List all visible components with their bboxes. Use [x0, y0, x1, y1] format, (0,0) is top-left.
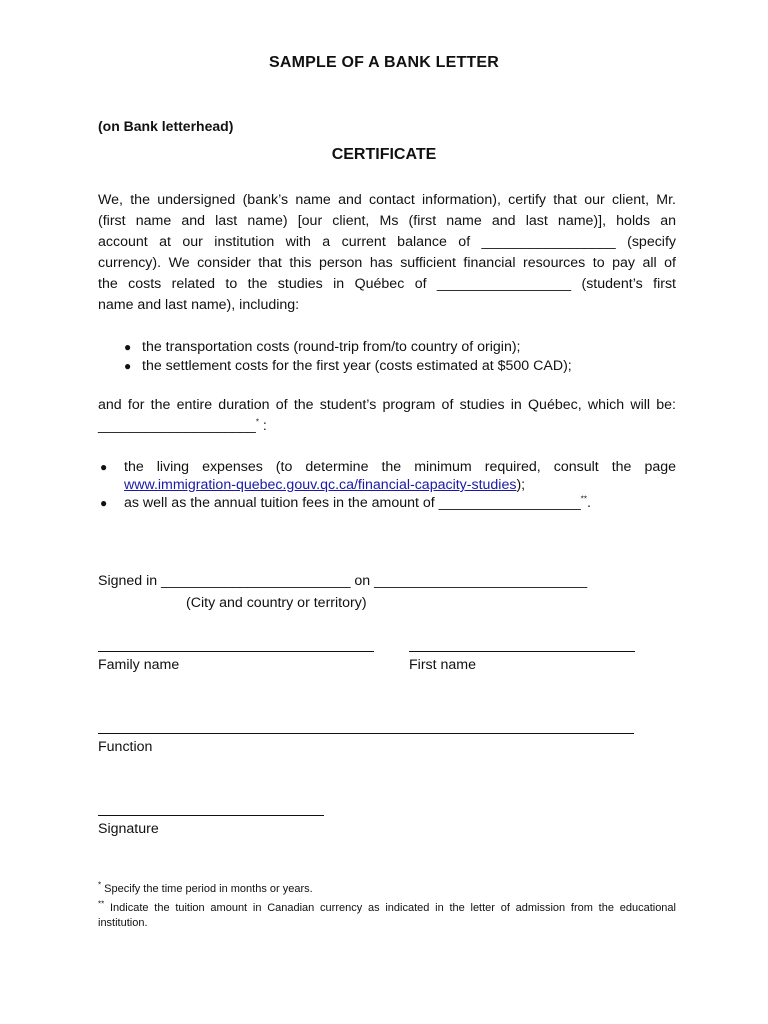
first-name-label: First name [409, 657, 477, 673]
paragraph-line: currency). We consider that this person has sufficient financial resources to pay all of [98, 255, 676, 271]
footnote-mark: ** [98, 899, 105, 909]
footnote-2 [98, 901, 676, 931]
paragraph-line: (first name and last name) [our client, Ms (first name and last name)], holds an [98, 213, 676, 229]
list-item [124, 338, 572, 357]
list-item-text: as well as the annual tuition fees in the amount of __________________ [124, 495, 581, 511]
paragraph-line: account at our institution with a current balance of _________________ (specify [98, 234, 676, 250]
duration-paragraph [98, 395, 676, 437]
footnote-mark: * [255, 417, 259, 427]
costs-list [124, 338, 572, 376]
bullet-icon: ● [124, 359, 132, 373]
list-item-text: the living expenses (to determine the minimum required, consult the page [124, 459, 676, 475]
function-rule [98, 733, 634, 734]
signature-rule [98, 815, 324, 816]
bullet-icon: ● [100, 460, 108, 474]
letterhead-note: (on Bank letterhead) [98, 118, 234, 134]
list-item-text: the transportation costs (round-trip from/to country of origin); [142, 339, 521, 355]
list-item [100, 458, 676, 494]
footnote-text: Specify the time period in months or years. [101, 883, 313, 895]
list-item-end: . [586, 495, 591, 511]
paragraph-line: the costs related to the studies in Québec of _________________ (student’s first [98, 276, 676, 292]
city-label: (City and country or territory) [186, 595, 367, 611]
list-item [124, 357, 572, 376]
duration-blank: ____________________ [98, 418, 256, 434]
paragraph-end: : [258, 418, 267, 434]
footnote-mark: ** [580, 494, 587, 504]
signature-label: Signature [98, 821, 159, 837]
bullet-icon: ● [124, 340, 132, 354]
list-item-end: ); [516, 477, 526, 493]
immigration-link[interactable]: www.immigration-quebec.gouv.qc.ca/financial-capacity-studies [124, 477, 517, 493]
paragraph-line: We, the undersigned (bank’s name and contact information), certify that our client, Mr. [98, 192, 676, 208]
expenses-list [100, 458, 676, 512]
footnote-text: institution. [98, 917, 148, 929]
signed-in-line: Signed in ________________________ on ___________________________ [98, 573, 588, 589]
function-label: Function [98, 739, 153, 755]
first-name-rule [409, 651, 635, 652]
footnote-text: Indicate the tuition amount in Canadian currency as indicated in the letter of admission from the educational [104, 902, 676, 914]
bullet-icon: ● [100, 496, 108, 510]
family-name-rule [98, 651, 374, 652]
document-title: SAMPLE OF A BANK LETTER [268, 54, 500, 71]
paragraph-line: name and last name), including: [98, 297, 300, 313]
certificate-heading: CERTIFICATE [331, 146, 437, 163]
certification-paragraph [98, 190, 676, 316]
footnote-1 [98, 880, 313, 895]
list-item [100, 494, 676, 512]
footnote-mark: * [98, 880, 102, 890]
list-item-text: the settlement costs for the first year (costs estimated at $500 CAD); [142, 358, 572, 374]
paragraph-line: and for the entire duration of the student’s program of studies in Québec, which will be: [98, 397, 676, 413]
family-name-label: Family name [98, 657, 180, 673]
